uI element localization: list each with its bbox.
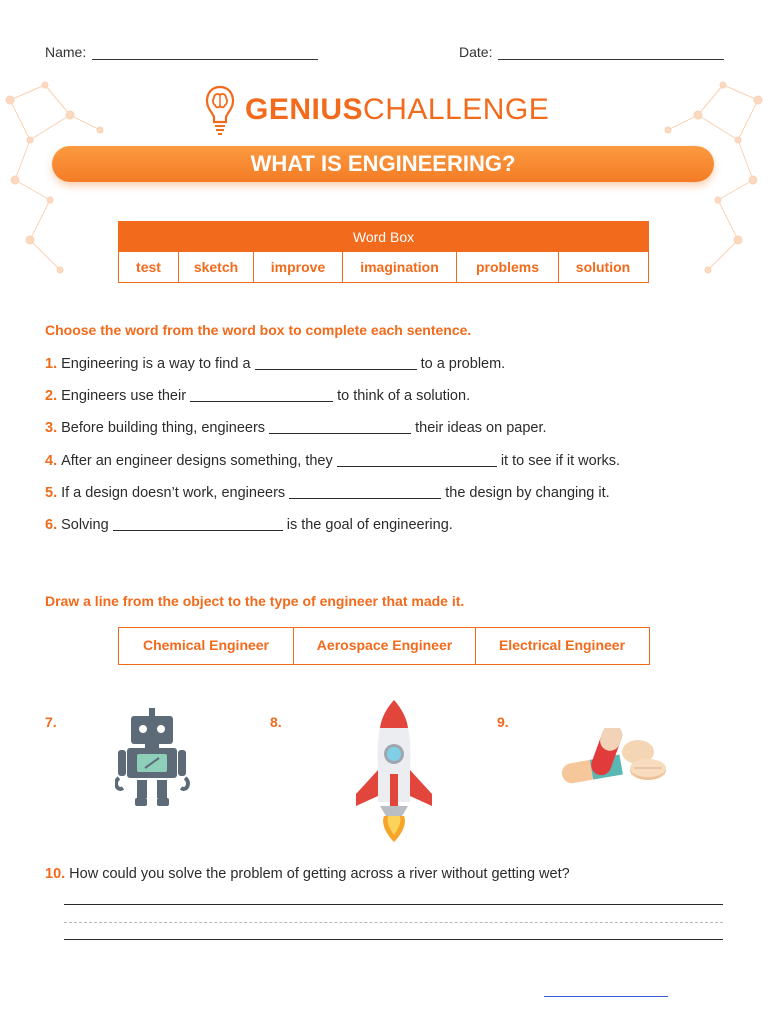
answer-blank[interactable]: [289, 484, 441, 499]
question-text-before: Solving: [61, 517, 109, 533]
question-text-after: to think of a solution.: [337, 388, 471, 404]
question-1: [45, 355, 505, 372]
question-5: [45, 484, 610, 501]
question-10-text: How could you solve the problem of getting across a river without getting wet?: [69, 866, 570, 882]
section2-instruction: Draw a line from the object to the type of engineer that made it.: [45, 593, 465, 609]
answer-blank[interactable]: [190, 387, 333, 402]
answer-line-bottom[interactable]: [64, 939, 723, 940]
robot-icon: [115, 708, 190, 810]
question-number: 5.: [45, 485, 58, 501]
item-number-9: 9.: [497, 714, 509, 730]
lightbulb-brain-icon: [205, 84, 235, 136]
question-number: 1.: [45, 356, 58, 372]
question-number: 4.: [45, 453, 58, 469]
question-text-after: to a problem.: [420, 356, 506, 372]
word-box-word: improve: [254, 252, 343, 282]
logo-text-light: CHALLENGE: [363, 93, 550, 126]
question-number: 2.: [45, 388, 58, 404]
question-6: [45, 516, 453, 533]
section1-instruction: Choose the word from the word box to complete each sentence.: [45, 322, 472, 338]
answer-blank[interactable]: [337, 452, 497, 467]
word-box-word: imagination: [343, 252, 457, 282]
engineer-type: Electrical Engineer: [498, 637, 626, 653]
question-number: 3.: [45, 420, 58, 436]
question-text-after: the design by changing it.: [445, 485, 610, 501]
answer-blank[interactable]: [269, 419, 411, 434]
question-number: 6.: [45, 517, 58, 533]
word-box-word: sketch: [179, 252, 254, 282]
date-field[interactable]: [498, 59, 724, 60]
item-number-7: 7.: [45, 714, 57, 730]
question-3: [45, 419, 547, 436]
word-box-word: solution: [575, 259, 631, 275]
genius-challenge-logo: [205, 84, 549, 136]
answer-line-top[interactable]: [64, 904, 723, 905]
question-10: [45, 866, 570, 882]
question-text-before: Engineers use their: [61, 388, 187, 404]
answer-blank[interactable]: [255, 355, 417, 370]
question-4: [45, 452, 620, 469]
engineer-type: Chemical Engineer: [119, 628, 294, 664]
word-box-word: problems: [457, 252, 559, 282]
word-box-heading: Word Box: [119, 222, 648, 252]
rocket-icon: [350, 698, 438, 843]
page-title: WHAT IS ENGINEERING?: [52, 146, 714, 182]
logo-text-bold: GENIUS: [245, 93, 364, 126]
question-text-before: If a design doesn’t work, engineers: [61, 485, 286, 501]
engineer-types-box: [118, 627, 650, 665]
question-text-before: Before building thing, engineers: [61, 420, 266, 436]
name-field[interactable]: [92, 59, 318, 60]
footer-link[interactable]: [544, 996, 668, 997]
answer-line-dashed[interactable]: [64, 922, 723, 923]
question-text-after: it to see if it works.: [500, 453, 621, 469]
date-label: Date:: [459, 44, 493, 60]
item-number-8: 8.: [270, 714, 282, 730]
answer-blank[interactable]: [113, 516, 283, 531]
engineer-type: Aerospace Engineer: [294, 628, 476, 664]
question-text-after: is the goal of engineering.: [286, 517, 453, 533]
question-number: 10.: [45, 866, 66, 882]
question-text-before: Engineering is a way to find a: [61, 356, 251, 372]
question-2: [45, 387, 470, 404]
word-box-word: test: [119, 252, 179, 282]
name-label: Name:: [45, 44, 87, 60]
question-text-before: After an engineer designs something, they: [61, 453, 333, 469]
word-box: [118, 221, 649, 283]
pills-icon: [556, 728, 668, 790]
question-text-after: their ideas on paper.: [415, 420, 547, 436]
